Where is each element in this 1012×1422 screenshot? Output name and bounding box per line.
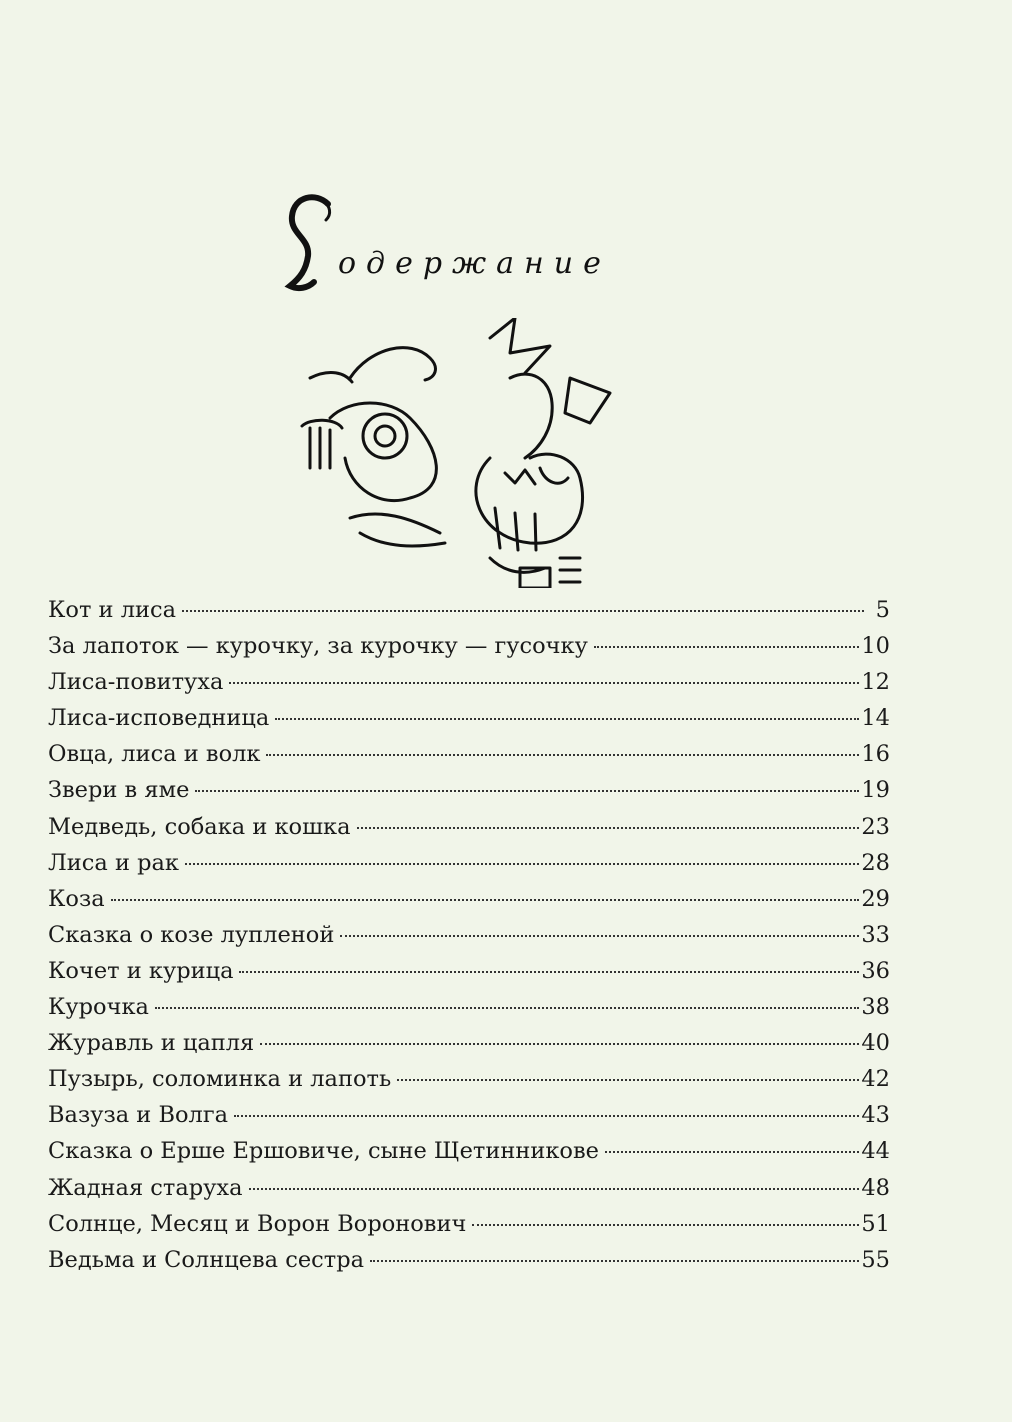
- toc-entry-page: 23: [861, 813, 890, 840]
- toc-entry-page: 29: [861, 885, 890, 912]
- toc-entry[interactable]: [48, 845, 890, 881]
- toc-entry-title: Сказка о козе лупленой: [48, 921, 335, 948]
- dot-leader: [260, 1043, 859, 1045]
- dot-leader: [357, 827, 860, 829]
- toc-entry-title: Кот и лиса: [48, 597, 177, 623]
- toc-entry[interactable]: [48, 664, 890, 700]
- toc-entry-title: Звери в яме: [48, 777, 190, 804]
- dot-leader: [472, 1224, 859, 1226]
- toc-entry[interactable]: [48, 1206, 890, 1242]
- toc-entry[interactable]: [48, 772, 890, 808]
- toc-entry-page: 19: [861, 777, 890, 804]
- toc-entry-page: 51: [861, 1210, 890, 1237]
- toc-entry-page: 42: [861, 1066, 890, 1093]
- dot-leader: [594, 646, 860, 648]
- fox-and-rooster-illustration: [290, 318, 670, 588]
- dot-leader: [195, 790, 859, 792]
- toc-entry-page: 55: [861, 1246, 890, 1273]
- toc-entry-title: Жадная старуха: [48, 1174, 243, 1201]
- dot-leader: [229, 682, 859, 684]
- toc-entry-page: 10: [861, 633, 890, 660]
- toc-entry[interactable]: [48, 592, 890, 628]
- toc-entry[interactable]: [48, 953, 890, 989]
- toc-entry-page: 16: [861, 741, 890, 768]
- toc-entry[interactable]: [48, 1242, 890, 1278]
- toc-entry-page: 33: [861, 921, 890, 948]
- toc-entry-page: 36: [861, 957, 890, 984]
- toc-entry-title: Сказка о Ерше Ершовиче, сыне Щетинникове: [48, 1138, 599, 1165]
- toc-entry[interactable]: [48, 917, 890, 953]
- toc-entry-title: Ведьма и Солнцева сестра: [48, 1246, 365, 1273]
- toc-entry-page: 12: [861, 669, 890, 696]
- dot-leader: [266, 754, 859, 756]
- dot-leader: [397, 1079, 859, 1081]
- dot-leader: [370, 1260, 859, 1262]
- toc-entry-title: Кочет и курица: [48, 957, 234, 984]
- toc-entry-title: Пузырь, соломинка и лапоть: [48, 1066, 392, 1093]
- toc-entry[interactable]: [48, 881, 890, 917]
- toc-entry-title: Лиса и рак: [48, 849, 179, 876]
- toc-entry-title: За лапоток — курочку, за курочку — гусочку: [48, 633, 588, 660]
- toc-entry[interactable]: [48, 1097, 890, 1133]
- toc-entry-title: Овца, лиса и волк: [48, 741, 261, 768]
- toc-entry[interactable]: [48, 736, 890, 772]
- table-of-contents: [48, 592, 890, 1278]
- dot-leader: [249, 1188, 860, 1190]
- toc-entry-page: 43: [861, 1102, 890, 1129]
- toc-entry-title: Солнце, Месяц и Ворон Воронович: [48, 1210, 467, 1237]
- toc-entry-title: Коза: [48, 885, 105, 912]
- dot-leader: [234, 1115, 859, 1117]
- dot-leader: [605, 1151, 859, 1153]
- dot-leader: [239, 971, 859, 973]
- toc-entry[interactable]: [48, 989, 890, 1025]
- toc-entry-page: 5: [875, 597, 890, 623]
- dot-leader: [185, 863, 859, 865]
- toc-entry-title: Журавль и цапля: [48, 1030, 255, 1057]
- toc-entry-title: Лиса-исповедница: [48, 705, 270, 732]
- contents-heading-text: одержание: [338, 246, 611, 281]
- toc-entry[interactable]: [48, 1170, 890, 1206]
- toc-entry[interactable]: [48, 1061, 890, 1097]
- toc-entry[interactable]: [48, 628, 890, 664]
- toc-entry-page: 40: [861, 1030, 890, 1057]
- dot-leader: [182, 610, 864, 612]
- toc-entry[interactable]: [48, 700, 890, 736]
- toc-entry-title: Вазуза и Волга: [48, 1102, 229, 1129]
- toc-entry[interactable]: [48, 809, 890, 845]
- toc-entry[interactable]: [48, 1133, 890, 1169]
- toc-entry-page: 38: [861, 994, 890, 1021]
- dot-leader: [155, 1007, 859, 1009]
- dot-leader: [111, 899, 860, 901]
- dot-leader: [275, 718, 859, 720]
- toc-entry-title: Медведь, собака и кошка: [48, 813, 351, 840]
- toc-entry-page: 14: [861, 705, 890, 732]
- dot-leader: [340, 935, 859, 937]
- toc-entry-page: 48: [861, 1174, 890, 1201]
- toc-entry-page: 28: [861, 849, 890, 876]
- toc-entry-title: Курочка: [48, 994, 149, 1021]
- contents-heading: [280, 190, 680, 300]
- toc-entry-title: Лиса-повитуха: [48, 669, 224, 696]
- ornamental-initial: [280, 190, 340, 300]
- toc-entry-page: 44: [861, 1138, 890, 1165]
- toc-entry[interactable]: [48, 1025, 890, 1061]
